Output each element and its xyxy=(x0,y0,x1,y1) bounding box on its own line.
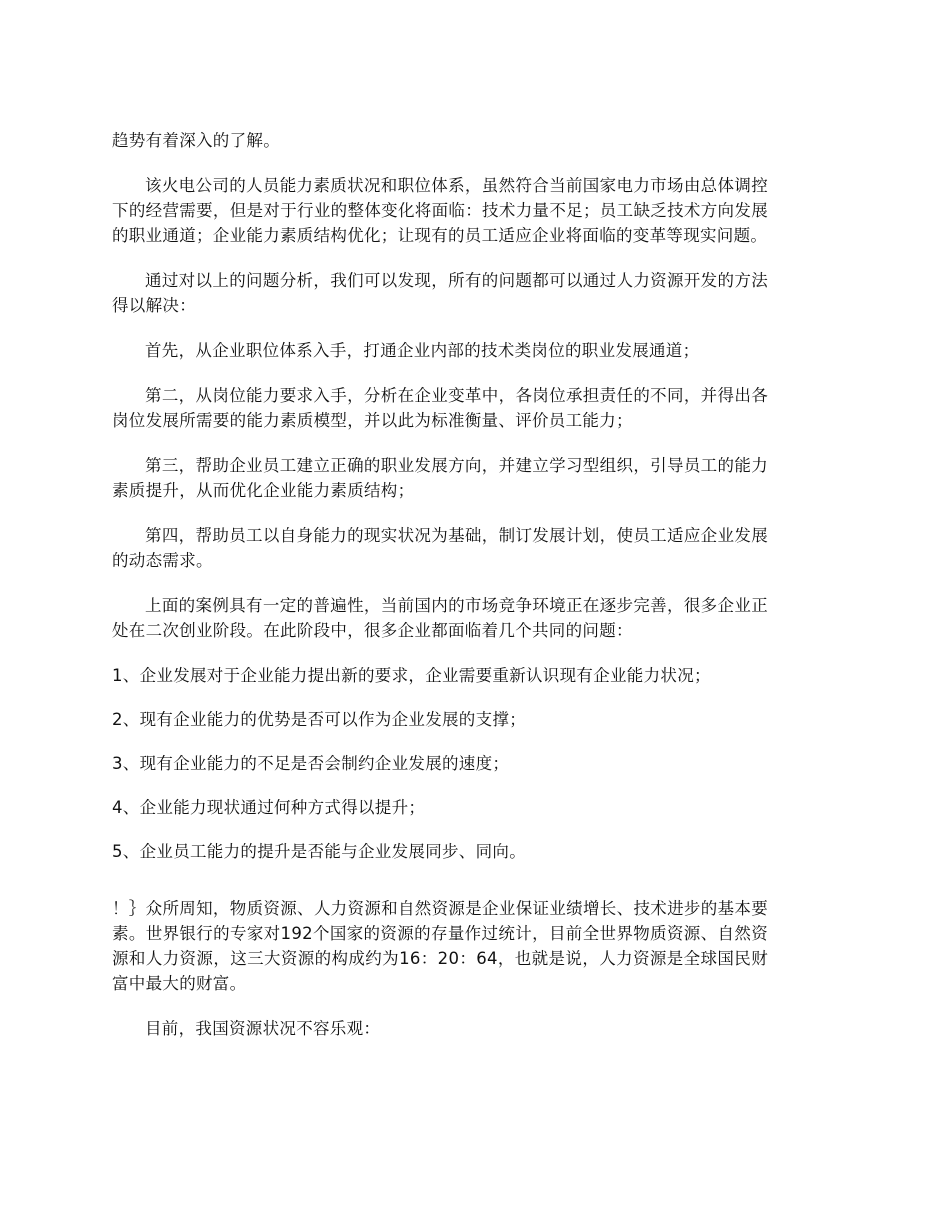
paragraph-company-situation: 该火电公司的人员能力素质状况和职位体系，虽然符合当前国家电力市场由总体调控下的经营需要，但是对于行业的整体变化将面临：技术力量不足；员工缺乏技术方向发展的职业通道；企业能力素质结构优化；让现有的员工适应企业将面临的变革等现实问题。 xyxy=(112,176,768,245)
paragraph-resources: ！｝众所周知，物质资源、人力资源和自然资源是企业保证业绩增长、技术进步的基本要素。世界银行的专家对192个国家的资源的存量作过统计，目前全世界物质资源、自然资源和人力资源，这三大资源的构成约为16：20：64，也就是说，人力资源是全球国民财富中最大的财富。 xyxy=(112,899,768,993)
document-page xyxy=(112,128,768,1061)
paragraph-third: 第三，帮助企业员工建立正确的职业发展方向，并建立学习型组织，引导员工的能力素质提升，从而优化企业能力素质结构； xyxy=(112,456,768,500)
list-item: 3、现有企业能力的不足是否会制约企业发展的速度； xyxy=(112,754,510,773)
paragraph-analysis: 通过对以上的问题分析，我们可以发现，所有的问题都可以通过人力资源开发的方法得以解决： xyxy=(112,271,768,315)
list-item: 4、企业能力现状通过何种方式得以提升； xyxy=(112,798,426,817)
paragraph-second: 第二，从岗位能力要求入手，分析在企业变革中，各岗位承担责任的不同，并得出各岗位发展所需要的能力素质模型，并以此为标准衡量、评价员工能力； xyxy=(112,386,768,430)
list-item: 5、企业员工能力的提升是否能与企业发展同步、同向。 xyxy=(112,842,526,861)
paragraph-case-summary: 上面的案例具有一定的普遍性，当前国内的市场竞争环境正在逐步完善，很多企业正处在二次创业阶段。在此阶段中，很多企业都面临着几个共同的问题： xyxy=(112,596,768,640)
list-item: 1、企业发展对于企业能力提出新的要求，企业需要重新认识现有企业能力状况； xyxy=(112,666,711,685)
list-item: 2、现有企业能力的优势是否可以作为企业发展的支撑； xyxy=(112,710,526,729)
paragraph-first: 首先，从企业职位体系入手，打通企业内部的技术类岗位的职业发展通道； xyxy=(145,341,700,360)
paragraph-continuation: 趋势有着深入的了解。 xyxy=(112,131,280,150)
paragraph-current-status: 目前，我国资源状况不容乐观： xyxy=(145,1019,381,1038)
paragraph-fourth: 第四，帮助员工以自身能力的现实状况为基础，制订发展计划，使员工适应企业发展的动态需求。 xyxy=(112,526,768,570)
